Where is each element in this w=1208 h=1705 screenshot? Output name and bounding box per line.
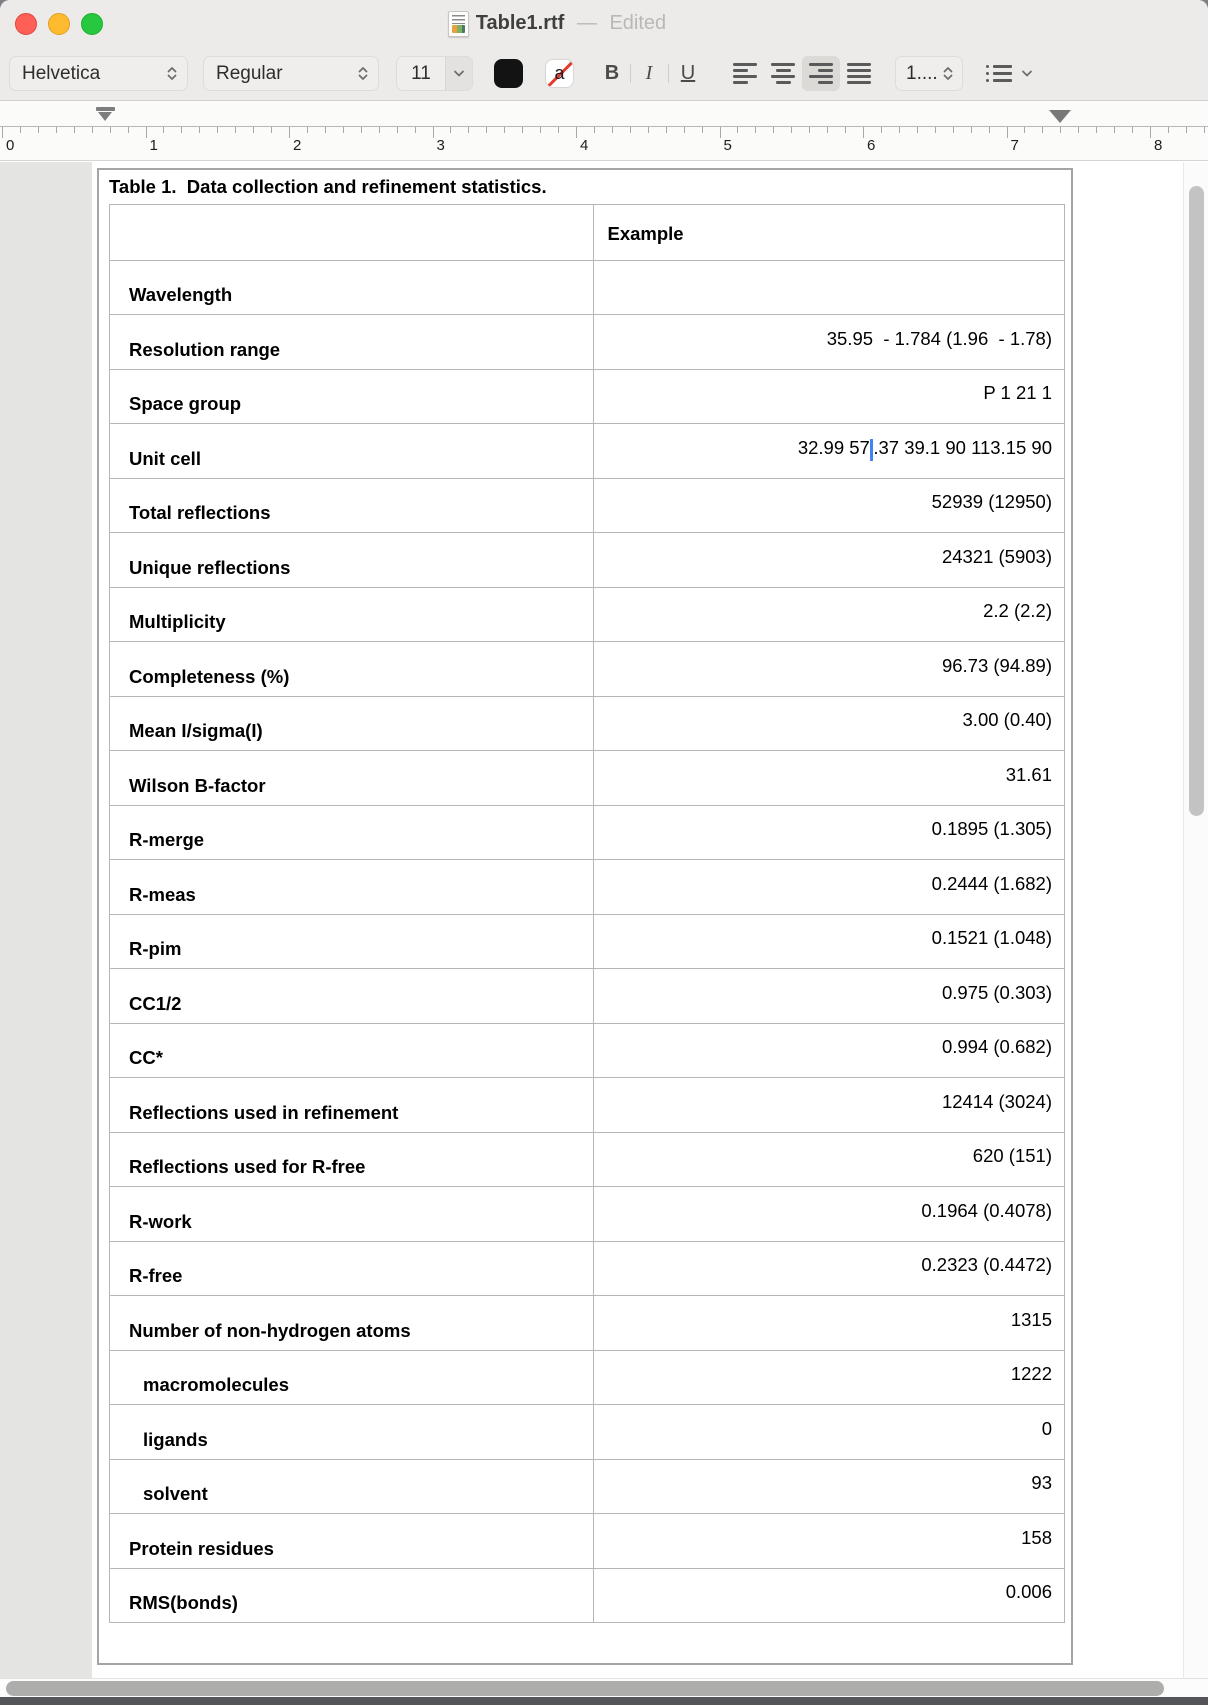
ruler-tick — [74, 127, 75, 133]
ruler-tick — [307, 127, 308, 133]
ruler-tick — [415, 127, 416, 133]
ruler-tick — [1186, 127, 1187, 133]
document-icon-thumbnail — [452, 25, 465, 33]
ruler-tick — [289, 127, 290, 138]
window-bottom-edge — [0, 1697, 1208, 1705]
row-label[interactable]: solvent — [110, 1459, 594, 1514]
header-value-cell[interactable]: Example — [607, 222, 684, 244]
ruler-tick — [343, 127, 344, 133]
row-label[interactable]: Number of non-hydrogen atoms — [110, 1295, 594, 1350]
row-label[interactable]: Protein residues — [110, 1513, 594, 1568]
row-label[interactable]: Wilson B-factor — [110, 750, 594, 805]
row-label[interactable]: R-free — [110, 1241, 594, 1296]
ruler-inch-number: 4 — [580, 137, 589, 154]
align-left-button[interactable] — [726, 56, 764, 91]
ruler-tick — [809, 127, 810, 133]
row-value[interactable]: 0.994 (0.682) — [594, 1023, 1065, 1078]
row-label[interactable]: RMS(bonds) — [110, 1568, 594, 1623]
row-value[interactable]: 620 (151) — [594, 1132, 1065, 1187]
row-label[interactable]: macromolecules — [110, 1350, 594, 1405]
row-value[interactable]: 0.006 — [594, 1568, 1065, 1623]
ruler-tick — [827, 127, 828, 133]
row-value[interactable]: 32.99 57 .37 39.1 90 113.15 90 — [594, 423, 1065, 478]
ruler-tick — [56, 127, 57, 133]
row-label[interactable]: Mean I/sigma(I) — [110, 696, 594, 751]
ruler-inch-number: 7 — [1010, 137, 1019, 154]
ruler-tick — [146, 127, 147, 138]
underline-button[interactable]: U — [680, 62, 696, 84]
font-style-value: Regular — [216, 62, 283, 84]
font-family-select[interactable] — [9, 56, 188, 91]
vertical-scrollbar-thumb[interactable] — [1189, 186, 1204, 816]
row-value[interactable]: P 1 21 1 — [594, 369, 1065, 424]
ruler-tick — [1060, 127, 1061, 133]
ruler-inch-number: 6 — [867, 137, 876, 154]
font-style-select[interactable] — [203, 56, 379, 91]
ruler-tick — [92, 127, 93, 133]
ruler-inch-number: 8 — [1154, 137, 1163, 154]
header-label-cell[interactable] — [110, 205, 594, 260]
edited-badge: Edited — [609, 12, 667, 34]
ruler-tick — [1096, 127, 1097, 133]
ruler-tick — [540, 127, 541, 133]
ruler-tick — [1078, 127, 1079, 133]
row-value[interactable] — [594, 260, 1065, 315]
ruler-tick — [38, 127, 39, 133]
row-value[interactable]: 52939 (12950) — [594, 478, 1065, 533]
ruler-tick — [163, 127, 164, 133]
window-title: Table1.rtf — [475, 12, 565, 34]
ruler-tick — [737, 127, 738, 133]
ruler-tick — [684, 127, 685, 133]
document-icon-lines — [452, 15, 465, 24]
font-size-dropdown-button[interactable] — [445, 57, 472, 90]
row-value[interactable]: 31.61 — [594, 750, 1065, 805]
format-toolbar — [0, 47, 1208, 101]
ruler-tick — [361, 127, 362, 133]
row-label[interactable]: CC* — [110, 1023, 594, 1078]
ruler-tick — [971, 127, 972, 133]
chevron-updown-icon — [357, 66, 369, 81]
alignment-group — [726, 56, 878, 91]
ruler-tick — [576, 127, 577, 138]
chevron-updown-icon — [942, 66, 954, 81]
row-label[interactable]: Reflections used for R-free — [110, 1132, 594, 1187]
ruler-tick — [486, 127, 487, 133]
row-label[interactable]: ligands — [110, 1404, 594, 1459]
row-value[interactable]: 0.1521 (1.048) — [594, 914, 1065, 969]
outer-table-frame — [97, 168, 1073, 1665]
row-value[interactable]: 0.1895 (1.305) — [594, 805, 1065, 860]
title-separator: — — [571, 12, 603, 34]
toolbar-separator — [668, 64, 669, 83]
background-color-glyph: a — [554, 63, 565, 83]
row-label[interactable]: Unique reflections — [110, 532, 594, 587]
ruler-tick — [522, 127, 523, 133]
row-value[interactable]: 0.2444 (1.682) — [594, 859, 1065, 914]
align-left-icon — [733, 63, 757, 84]
ruler-tick — [253, 127, 254, 133]
window-title-group — [0, 0, 1208, 47]
ruler-tick — [773, 127, 774, 133]
align-justify-icon — [847, 63, 871, 84]
text-color-well[interactable] — [494, 59, 523, 88]
list-style-control[interactable] — [986, 56, 1033, 91]
background-color-well[interactable] — [545, 59, 574, 88]
left-indent-marker[interactable] — [96, 107, 115, 111]
row-value[interactable]: 2.2 (2.2) — [594, 587, 1065, 642]
align-right-button[interactable] — [802, 56, 840, 91]
bold-button[interactable]: B — [604, 62, 620, 84]
row-value[interactable]: 0.1964 (0.4078) — [594, 1186, 1065, 1241]
titlebar — [0, 0, 1208, 47]
ruler-tick — [271, 127, 272, 133]
ruler-tick — [199, 127, 200, 133]
row-label[interactable]: CC1/2 — [110, 968, 594, 1023]
row-label[interactable]: Total reflections — [110, 478, 594, 533]
ruler-tick — [504, 127, 505, 133]
ruler-tick — [128, 127, 129, 133]
left-margin-marker[interactable] — [98, 112, 112, 121]
ruler-tick — [989, 127, 990, 133]
row-value[interactable]: 24321 (5903) — [594, 532, 1065, 587]
ruler-inch-number: 0 — [6, 137, 15, 154]
row-value[interactable]: 93 — [594, 1459, 1065, 1514]
ruler-tick — [558, 127, 559, 133]
ruler — [0, 101, 1208, 161]
line-spacing-select[interactable] — [895, 56, 963, 91]
ruler-tick — [1007, 127, 1008, 138]
ruler-tick — [720, 127, 721, 138]
ruler-inch-number: 5 — [723, 137, 732, 154]
ruler-tick — [612, 127, 613, 133]
row-value[interactable]: 158 — [594, 1513, 1065, 1568]
ruler-tick — [2, 127, 3, 138]
chevron-updown-icon — [166, 66, 178, 81]
row-value[interactable]: 0 — [594, 1404, 1065, 1459]
toolbar-separator — [630, 64, 631, 83]
ruler-tick — [379, 127, 380, 133]
ruler-tick — [235, 127, 236, 133]
row-value[interactable]: 1222 — [594, 1350, 1065, 1405]
line-spacing-value: 1.... — [906, 62, 938, 84]
ruler-tick — [953, 127, 954, 133]
ruler-tick — [845, 127, 846, 133]
row-label[interactable]: Completeness (%) — [110, 641, 594, 696]
ruler-tick — [630, 127, 631, 133]
ruler-tick — [110, 127, 111, 133]
ruler-tick — [594, 127, 595, 133]
row-value[interactable]: 12414 (3024) — [594, 1077, 1065, 1132]
align-center-icon — [771, 63, 795, 84]
font-size-stepper[interactable] — [396, 56, 473, 91]
statistics-table — [109, 204, 1065, 1623]
ruler-tick — [648, 127, 649, 133]
ruler-tick — [217, 127, 218, 133]
row-label[interactable]: Reflections used in refinement — [110, 1077, 594, 1132]
ruler-tick — [935, 127, 936, 133]
ruler-tick — [917, 127, 918, 133]
ruler-tick — [397, 127, 398, 133]
row-value[interactable]: 35.95 - 1.784 (1.96 - 1.78) — [594, 314, 1065, 369]
ruler-tick — [863, 127, 864, 138]
ruler-tick — [755, 127, 756, 133]
row-value[interactable]: 3.00 (0.40) — [594, 696, 1065, 751]
ruler-tick — [881, 127, 882, 133]
bulleted-list-icon — [986, 65, 1012, 82]
ruler-inch-number: 3 — [436, 137, 445, 154]
align-right-icon — [809, 63, 833, 84]
ruler-tick — [1024, 127, 1025, 133]
row-value[interactable]: 0.975 (0.303) — [594, 968, 1065, 1023]
ruler-tick — [791, 127, 792, 133]
ruler-tick — [181, 127, 182, 133]
ruler-tick — [433, 127, 434, 138]
ruler-tick — [666, 127, 667, 133]
ruler-tick — [1168, 127, 1169, 133]
ruler-tick — [1204, 127, 1205, 133]
document-proxy-icon[interactable] — [448, 11, 469, 37]
row-label[interactable]: R-pim — [110, 914, 594, 969]
ruler-tick — [450, 127, 451, 133]
ruler-tick — [20, 127, 21, 133]
ruler-tick — [702, 127, 703, 133]
ruler-tick — [325, 127, 326, 133]
row-label[interactable]: Unit cell — [110, 423, 594, 478]
row-label[interactable]: Wavelength — [110, 260, 594, 315]
row-value[interactable]: 0.2323 (0.4472) — [594, 1241, 1065, 1296]
row-value[interactable]: 1315 — [594, 1295, 1065, 1350]
row-label[interactable]: R-meas — [110, 859, 594, 914]
ruler-tick — [899, 127, 900, 133]
table-caption[interactable]: Table 1. Data collection and refinement statistics. — [109, 176, 547, 197]
ruler-inch-number: 1 — [149, 137, 158, 154]
chevron-down-icon — [1021, 70, 1033, 78]
row-value[interactable]: 96.73 (94.89) — [594, 641, 1065, 696]
ruler-tick — [1042, 127, 1043, 133]
ruler-tick — [1150, 127, 1151, 138]
right-margin-marker[interactable] — [1049, 110, 1071, 123]
row-label[interactable]: Multiplicity — [110, 587, 594, 642]
align-justify-button[interactable] — [840, 56, 878, 91]
row-label[interactable]: Space group — [110, 369, 594, 424]
row-label[interactable]: R-work — [110, 1186, 594, 1241]
row-label[interactable]: R-merge — [110, 805, 594, 860]
ruler-tick — [1114, 127, 1115, 133]
ruler-inch-number: 2 — [293, 137, 302, 154]
row-label[interactable]: Resolution range — [110, 314, 594, 369]
font-size-value: 11 — [411, 62, 431, 84]
ruler-tick — [1132, 127, 1133, 133]
ruler-tick — [468, 127, 469, 133]
align-center-button[interactable] — [764, 56, 802, 91]
font-family-value: Helvetica — [22, 62, 101, 84]
italic-button[interactable]: I — [645, 62, 653, 84]
horizontal-scrollbar-thumb[interactable] — [6, 1681, 1164, 1696]
